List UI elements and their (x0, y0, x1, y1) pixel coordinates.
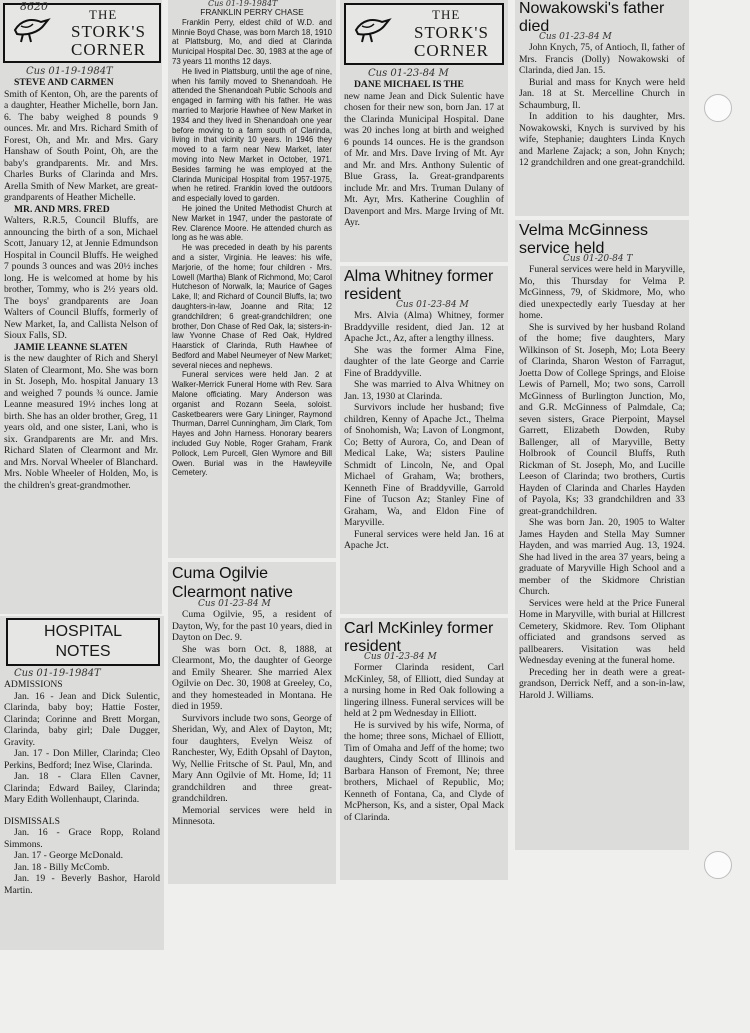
stork1-para-2: Walters, R.R.5, Council Bluffs, are announcing the birth of a son, Michael Scott, January 12, at Jennie Edmundson Hospital in Council Bluffs. He weighed 7 pounds 3 ounces and was 20½ inches long. He is welcomed at home by his brother, Tommy, who is 2½ years old. The boys' grandparents are Joan Walters of Council Bluffs, formerly of New Market, Ia, and Callista Nelson of Sioux Falls, SD. (4, 215, 158, 341)
nowak-para-3: In addition to his daughter, Mrs. Nowakowski, Knych is survived by his wife, Stephanie; daughters Linda Knych and Marlene Zajack; a son, John Knych; 12 grandchildren and one great-grandchild. (519, 111, 685, 168)
chase-para-1: Franklin Perry, eldest child of W.D. and Minnie Boyd Chase, was born March 18, 1910 at Plattsburg, Mo, and died at Clarinda Municipal Hospital Dec. 30, 1983 at the age of 73 years 11 months 12 days. (172, 17, 332, 66)
admissions-label: ADMISSIONS (4, 679, 63, 690)
handwritten-date: Cus 01-19-1984T (26, 66, 113, 77)
storks-corner-logo (344, 3, 504, 65)
stork1-lead-1: STEVE AND CARMEN (14, 77, 114, 88)
chase-para-5: Funeral services were held Jan. 2 at Walker-Merrick Funeral Home with Rev. Sara Malone officiating. Mary Anderson was organist and Rozann Seela, soloist. Casketbearers were Gary Lininger, Raymond Thurman, Darrel Cunningham, Jim Clark, Tom Hayes and John Harness. Honorary bearers included Guy Noble, Roger Graham, Frank Pollock, Lem Purcell, Glen Wymore and Bill Owen. Burial was in the Hawleyville Cemetery. (172, 370, 332, 478)
mcginness-para-3: She was born Jan. 20, 1905 to Walter James Hayden and Stella May Sumner Hayden, and was married Aug. 13, 1924. She had lived in the area 37 years, being a graduate of Maryville High School and a member of the Skidmore Christian Church. (519, 517, 685, 597)
chase-title: FRANKLIN PERRY CHASE (200, 7, 304, 17)
whitney-para-1: Mrs. Alvia (Alma) Whitney, former Braddyville resident, died Jan. 12 at Apache Jct., Az, after a lengthy illness. (344, 310, 504, 344)
stork1-text (4, 77, 158, 491)
handwritten-date: Cus 01-23-84 M (198, 599, 271, 609)
nowak-para-1: John Knych, 75, of Antioch, Il, father of Mrs. Francis (Dolly) Nowakowski of Clarinda, died Jan. 15. (519, 42, 685, 76)
clipping-carl-mckinley-obituary (340, 618, 508, 880)
whitney-para-2: She was the former Alma Fine, daughter of the late George and Carrie Fine of Braddyville. (344, 344, 504, 379)
mcginness-headline: Velma McGinness service held (519, 222, 648, 257)
admission-entry: Jan. 16 - Jean and Dick Sulentic, Clarinda, baby boy; Hattie Foster, Clarinda; Corinne and Brett Morgan, Clarinda, baby girl; Dale Dugger, Gravity. (4, 690, 160, 748)
mckinley-para-1: Former Clarinda resident, Carl McKinley, 58, of Elliott, died Sunday at a nursing home in Red Oak following a lingering illness. Funeral services will be held at 2 pm Wednesday in Elliott. (344, 662, 504, 719)
handwritten-date: Cus 01-20-84 T (563, 254, 633, 264)
ogilvie-para-4: Memorial services were held in Minnesota. (172, 804, 332, 827)
whitney-para-4: Survivors include her husband; five children, Kenny of Apache Jct., Thelma of Snohomish, Wa; Lavon of Longmont, Co; Betty of Aurora, Co, and Dean of Medical Lake, Wa; sisters Pauline Schmidt of Lincoln, Ne, and Opal Michael of Graham, Wa; brothers, Kenneth Fine of Braddyville, Garrold Fine of Tucson Az; Stanley Fine of Graham, Wa, and Eldon Fine of Maryville. (344, 402, 504, 528)
admission-entry: Jan. 18 - Clara Ellen Cavner, Clarinda; Edward Bailey, Clarinda; Mary Edith Wollenhaupt, Clarinda. (4, 771, 160, 805)
mckinley-para-2: He is survived by his wife, Norma, of the home; three sons, Michael of Elliott, Tim of Omaha and Jeff of the home; two daughters, Cindy Scott of Illinois and Barbara Hanson of Fremont, Ne; three brothers, Michael of Republic, Mo; Kenneth of Fontana, Ca, and Clyde of McPherson, Ks, and a sister, Opal Mack of Clarinda. (344, 719, 504, 823)
logo-notes: NOTES (55, 643, 111, 660)
stork2-lead: DANE MICHAEL IS THE (354, 79, 464, 90)
clipping-cuma-ogilvie-obituary (168, 562, 336, 884)
whitney-para-3: She was married to Alva Whitney on Jan. 13, 1930 at Clarinda. (344, 379, 504, 402)
binder-hole-bottom (704, 851, 732, 879)
ogilvie-para-2: She was born Oct. 8, 1888, at Clearmont, Mo, the daughter of George and Emily Shearer. She married Alex Ogilvie on Dec. 30, 1908 at Greeley, Co, and they homesteaded in Montana. He died in 1959. (172, 643, 332, 712)
logo-corner: CORNER (71, 40, 146, 59)
chase-text (172, 18, 332, 478)
whitney-para-5: Funeral services were held Jan. 16 at Apache Jct. (344, 528, 504, 551)
admission-entry: Jan. 17 - Don Miller, Clarinda; Cleo Perkins, Bedford; Inez Wise, Clarinda. (4, 748, 160, 771)
chase-para-4: He was preceded in death by his parents and a sister, Virginia. He leaves: his wife, Marjorie, of the home; four children - Mrs. Lowell (Martha) Blank of Richmond, Mo; Carol Hutcheson of Norwalk, Ia; Maurice of Gages Lake, Il; and Richard of Council Bluffs, Ia; two daughters-in-law, Joanne and Rita; 12 grandchildren; 6 great-grandchildren; one brother, Don Chase of Red Oak, Ia; sisters-in-law Yvonne Chase of Red Oak, Hyldred Haarstick of Clarinda, Ruth Hawhee of Bedford and Mabel Neumeyer of New Market; several nieces and nephews. (172, 243, 332, 370)
nowak-para-2: Burial and mass for Knych were held Jan. 18 at St. Mercelline Church in Schaumburg, Il. (519, 76, 685, 111)
chase-para-3: He joined the United Methodist Church at New Market in 1947, under the pastorate of Rev. Clarence Moore. He attended church as long as he was able. (172, 203, 332, 243)
stork-icon (11, 12, 51, 46)
handwritten-date: Cus 01-23-84 M (364, 652, 437, 662)
logo-corner: CORNER (414, 41, 489, 60)
stork1-lead-3: JAMIE LEANNE SLATEN (14, 341, 128, 353)
mckinley-headline: Carl McKinley former resident (344, 620, 494, 655)
dismissals-label: DISMISSALS (4, 815, 60, 827)
logo-storks: STORK'S (71, 22, 146, 41)
handwritten-page-number: 8620 (20, 0, 48, 13)
stork1-para-1: Smith of Kenton, Oh, are the parents of a daughter, Heather Michelle, born Jan. 6. The baby weighed 8 pounds 9 ounces. Mr. and Mrs. Richard Smith of Forest, Oh, and Mr. and Mrs. Gary Hanshaw of South Point, Oh, are the baby's grandparents. Mr. and Mrs. Charles Burks of Clarinda and Mrs. Arella Smith of New Market, are great-grandparents of Heather Michelle. (4, 88, 158, 203)
stork2-para: new name Jean and Dick Sulentic have chosen for their new son, born Jan. 17 at the Clarinda Municipal Hospital. Dane was 20 inches long at birth and weighed 6 pounds 14 ounces. He is the grandson of Mr. and Mrs. Dave Irving of Mt. Ayr and Mr. and Mrs. Anthony Sulentic of Blue Grass, Ia. Great-grandparents include Mr. and Mrs. Truman Dulany of Mt. Ayr, Mrs. Katherine Coughlin of Davenport and Mrs. Marge Irving of Mt. Ayr. (344, 90, 504, 228)
mcginness-text (519, 264, 685, 701)
nowak-headline: Nowakowski's father died (519, 0, 665, 35)
nowak-text (519, 42, 685, 169)
mcginness-para-4: Services were held at the Price Funeral Home in Maryville, with burial at Hillcrest Cemetery, Skidmore. Rev. Tom Oliphant officiated and grandsons served as pallbearers. Visitation was held Wednesday evening at the funeral home. (519, 597, 685, 666)
logo-hospital: HOSPITAL (44, 623, 122, 640)
stork1-para-3: is the new daughter of Rich and Sheryl Slaten of Clearmont, Mo. She was born in St. Joseph, Mo. hospital January 13 and weighed 7 pounds ¾ ounce. Jamie Leanne measured 19½ inches long at birth. She has an older brother, Greg, 11 years old, and one sister, Lani, who is six. Grandparents are Mr. and Mrs. Richard Slaten of Clearmont and Mr. and Mrs. Norval Wheeler of Blanchard. Mrs. Noble Wheeler of Holden, Mo, is the children's great-grandmother. (4, 353, 158, 491)
whitney-text (344, 310, 504, 552)
mcginness-para-2: She is survived by her husband Roland of the home; five daughters, Mary Wilkinson of St. Joseph, Mo; Lota Beery of Clarinda, Sharon Weston of Farragut, Joetta Dow of College Springs, and Eloise Lewis of Parnell, Mo; two sons, Carroll McGinness of Burlington Junction, Mo, and G.R. McGinness of Palmdale, Ca; seven sisters, Grace Pierpoint, Maysel Garrett, Elizabeth Dowden, Ruby Ballenger, all of Maryville, Betty Holbrook of Council Bluffs, Ruth Rickman of St. Joseph, Mo, and Lucille Leeson of Clarinda; two brothers, Curtis Hayden of Clarinda and Charles Hayden of Payola, Ks; 33 grandchildren and 33 great-grandchildren. (519, 321, 685, 517)
logo-the: THE (432, 7, 461, 22)
chase-para-2: He lived in Plattsburg, until the age of nine, when his family moved to Shenandoah. He attended the Shenandoah Public Schools and engaged in farming with his father. He was married to Marjorie Hawhee of New Market in 1934 and they lived in Shenandoah one year before moving to a farm south of Clarinda, living in that vicinity 10 years. In 1946 they moved to a farm near New Market, later moving into New Market in October, 1971. Besides farming he was employed at the Clarinda Municipal Hospital from 1957-1975, when he retired. Franklin loved the outdoors and especially loved to garden. (172, 66, 332, 204)
stork-icon (352, 12, 392, 46)
clipping-storks-corner-1 (0, 0, 162, 614)
clipping-alma-whitney-obituary (340, 266, 508, 614)
mckinley-text (344, 662, 504, 823)
mcginness-para-5: Preceding her in death were a great-grandson, Derrick Neff, and a son-in-law, Harold J. Williams. (519, 666, 685, 701)
stork2-text (344, 79, 504, 229)
clipping-storks-corner-2 (340, 0, 508, 262)
hospital-notes-logo (6, 618, 160, 666)
handwritten-date: Cus 01-23-84 M (539, 32, 612, 42)
whitney-headline: Alma Whitney former resident (344, 268, 494, 303)
dismissal-entry: Jan. 18 - Billy McComb. (14, 861, 110, 873)
stork1-lead-2: MR. AND MRS. FRED (14, 203, 110, 215)
binder-hole-top (704, 94, 732, 122)
logo-storks: STORK'S (414, 23, 489, 42)
hospital-text (4, 679, 160, 896)
dismissal-entry: Jan. 19 - Beverly Bashor, Harold Martin. (4, 873, 160, 896)
dismissal-entry: Jan. 17 - George McDonald. (14, 850, 124, 861)
ogilvie-headline: Cuma Ogilvie Clearmont native (172, 565, 293, 601)
handwritten-date: Cus 01-23-84 M (396, 300, 469, 310)
clipping-nowakowski-obituary (515, 0, 689, 216)
clipping-hospital-notes (0, 616, 164, 950)
ogilvie-text (172, 609, 332, 828)
dismissal-entry: Jan. 16 - Grace Ropp, Roland Simmons. (4, 827, 160, 850)
mcginness-para-1: Funeral services were held in Maryville, Mo, this Thursday for Velma P. McGinness, 79, of Skidmore, Mo, who died unexpectedly early Tuesday at her home. (519, 264, 685, 321)
handwritten-date: Cus 01-19-1984T (208, 0, 278, 8)
handwritten-date: Cus 01-19-1984T (14, 668, 101, 679)
logo-the: THE (89, 7, 118, 22)
ogilvie-para-1: Cuma Ogilvie, 95, a resident of Dayton, Wy, for the past 10 years, died in Dayton on Dec. 9. (172, 609, 332, 643)
clipping-velma-mcginness-obituary (515, 220, 689, 850)
ogilvie-para-3: Survivors include two sons, George of Sheridan, Wy, and Alex of Dayton, Mt; four daughters, Evelyn Weisz of Ranchester, Wy, Edith Opsahl of Dayton, Wy, Nellie Fritsche of St. Paul, Mn, and Mary Ann Ogilvie of Mt. Home, Id; 11 grandchildren and three great-grandchildren. (172, 712, 332, 804)
clipping-franklin-chase-obituary (168, 0, 336, 558)
handwritten-date: Cus 01-23-84 M (368, 68, 449, 79)
